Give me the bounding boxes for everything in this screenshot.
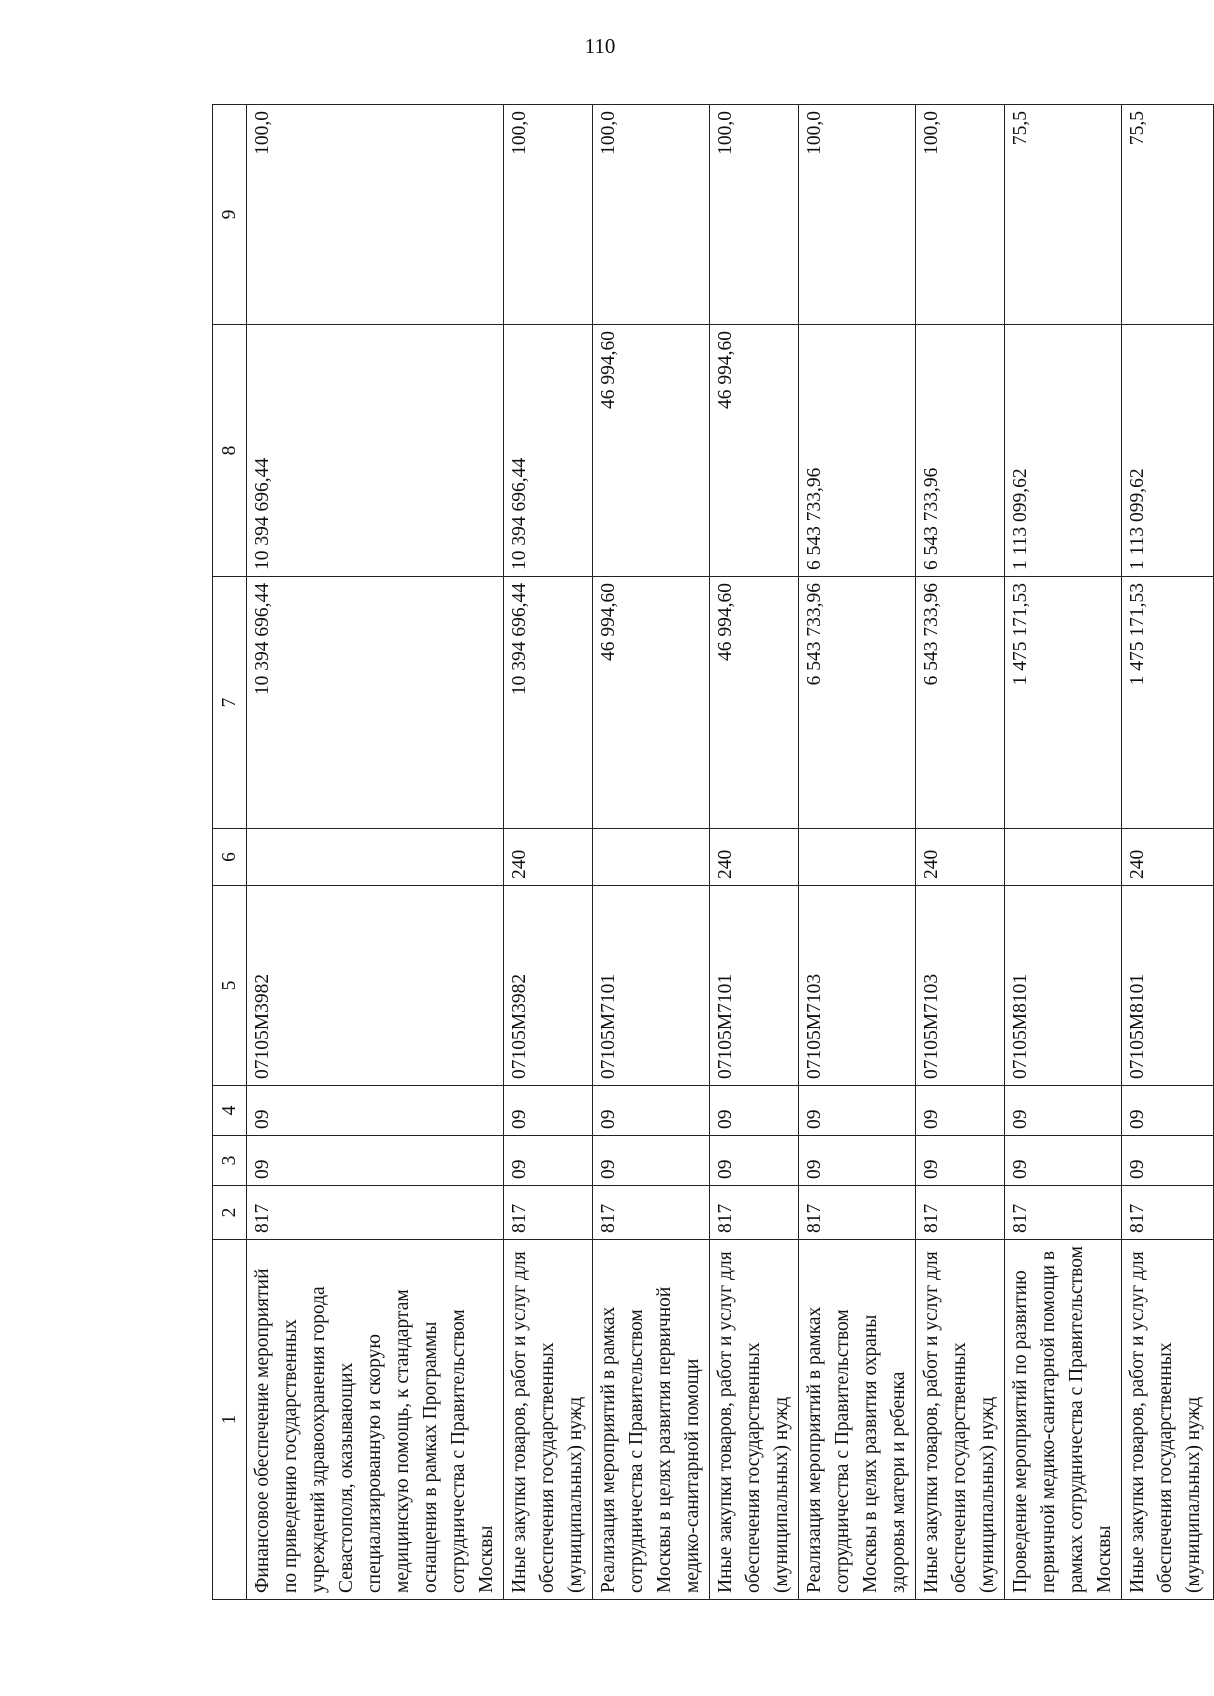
- header-cell-4: 4: [213, 1086, 247, 1136]
- cell-col6: [247, 829, 504, 886]
- header-cell-6: 6: [213, 829, 247, 886]
- cell-col3: 09: [710, 1136, 799, 1186]
- cell-col5: 07105М3982: [247, 886, 504, 1086]
- cell-col9: 75,5: [1122, 105, 1214, 325]
- cell-col7: 1 475 171,53: [1122, 577, 1214, 829]
- cell-col4: 09: [247, 1086, 504, 1136]
- cell-col7: 10 394 696,44: [247, 577, 504, 829]
- cell-col8: 1 113 099,62: [1122, 325, 1214, 577]
- cell-col9: 100,0: [710, 105, 799, 325]
- header-row: [213, 105, 247, 1600]
- cell-col9: 100,0: [916, 105, 1005, 325]
- cell-col6: 240: [1122, 829, 1214, 886]
- cell-col3: 09: [247, 1136, 504, 1186]
- row-name: Финансовое обеспечение мероприятий по приведению государственных учреждений здравоохранения города Севастополя, оказывающих специализированную и скорую медицинскую помощь, к стандартам оснащения в рамках Программы сотрудничества с Правительством Москвы: [247, 1240, 504, 1600]
- row-name: Иные закупки товаров, работ и услуг для обеспечения государственных (муниципальных) нужд: [504, 1240, 593, 1600]
- header-cell-9: 9: [213, 105, 247, 325]
- cell-col9: 100,0: [593, 105, 710, 325]
- cell-col3: 09: [593, 1136, 710, 1186]
- cell-col6: [593, 829, 710, 886]
- cell-col6: 240: [504, 829, 593, 886]
- cell-col5: 07105М7101: [593, 886, 710, 1086]
- cell-col2: 817: [247, 1186, 504, 1240]
- cell-col8: 46 994,60: [593, 325, 710, 577]
- cell-col8: 6 543 733,96: [916, 325, 1005, 577]
- cell-col4: 09: [1122, 1086, 1214, 1136]
- cell-col3: 09: [504, 1136, 593, 1186]
- cell-col8: 10 394 696,44: [247, 325, 504, 577]
- rotated-table-container: [212, 105, 1204, 1600]
- header-cell-1: 1: [213, 1240, 247, 1600]
- cell-col5: 07105М7103: [799, 886, 916, 1086]
- cell-col7: 46 994,60: [593, 577, 710, 829]
- cell-col4: 09: [916, 1086, 1005, 1136]
- cell-col4: 09: [799, 1086, 916, 1136]
- row-name: Иные закупки товаров, работ и услуг для обеспечения государственных (муниципальных) нужд: [916, 1240, 1005, 1600]
- cell-col2: 817: [504, 1186, 593, 1240]
- cell-col8: 6 543 733,96: [799, 325, 916, 577]
- cell-col3: 09: [916, 1136, 1005, 1186]
- cell-col7: 6 543 733,96: [916, 577, 1005, 829]
- cell-col7: 10 394 696,44: [504, 577, 593, 829]
- cell-col2: 817: [1122, 1186, 1214, 1240]
- cell-col6: 240: [916, 829, 1005, 886]
- cell-col5: 07105М3982: [504, 886, 593, 1086]
- cell-col4: 09: [710, 1086, 799, 1136]
- cell-col8: 1 113 099,62: [1005, 325, 1122, 577]
- cell-col6: [799, 829, 916, 886]
- page-number: 110: [584, 34, 616, 58]
- cell-col7: 46 994,60: [710, 577, 799, 829]
- cell-col9: 100,0: [247, 105, 504, 325]
- cell-col5: 07105М7103: [916, 886, 1005, 1086]
- cell-col3: 09: [1005, 1136, 1122, 1186]
- cell-col9: 100,0: [504, 105, 593, 325]
- table-row: [247, 105, 504, 1600]
- cell-col2: 817: [799, 1186, 916, 1240]
- cell-col9: 75,5: [1005, 105, 1122, 325]
- cell-col8: 10 394 696,44: [504, 325, 593, 577]
- header-cell-7: 7: [213, 577, 247, 829]
- table-row: [1005, 105, 1122, 1600]
- row-name: Проведение мероприятий по развитию первичной медико-санитарной помощи в рамках сотрудничества с Правительством Москвы: [1005, 1240, 1122, 1600]
- table-row: [710, 105, 799, 1600]
- cell-col5: 07105М8101: [1122, 886, 1214, 1086]
- row-name: Иные закупки товаров, работ и услуг для обеспечения государственных (муниципальных) нужд: [710, 1240, 799, 1600]
- row-name: Иные закупки товаров, работ и услуг для обеспечения государственных (муниципальных) нужд: [1122, 1240, 1214, 1600]
- table-row: [593, 105, 710, 1600]
- table-row: [504, 105, 593, 1600]
- cell-col2: 817: [593, 1186, 710, 1240]
- table-row: [916, 105, 1005, 1600]
- cell-col4: 09: [504, 1086, 593, 1136]
- table-row: [799, 105, 916, 1600]
- cell-col4: 09: [1005, 1086, 1122, 1136]
- cell-col8: 46 994,60: [710, 325, 799, 577]
- cell-col9: 100,0: [799, 105, 916, 325]
- table-row: [1122, 105, 1214, 1600]
- cell-col6: [1005, 829, 1122, 886]
- cell-col4: 09: [593, 1086, 710, 1136]
- cell-col5: 07105М8101: [1005, 886, 1122, 1086]
- header-cell-5: 5: [213, 886, 247, 1086]
- budget-table: [212, 104, 1214, 1600]
- header-cell-8: 8: [213, 325, 247, 577]
- cell-col7: 1 475 171,53: [1005, 577, 1122, 829]
- cell-col2: 817: [916, 1186, 1005, 1240]
- cell-col2: 817: [710, 1186, 799, 1240]
- row-name: Реализация мероприятий в рамках сотрудничества с Правительством Москвы в целях развития охраны здоровья матери и ребенка: [799, 1240, 916, 1600]
- cell-col2: 817: [1005, 1186, 1122, 1240]
- cell-col7: 6 543 733,96: [799, 577, 916, 829]
- header-cell-3: 3: [213, 1136, 247, 1186]
- header-cell-2: 2: [213, 1186, 247, 1240]
- cell-col5: 07105М7101: [710, 886, 799, 1086]
- cell-col3: 09: [1122, 1136, 1214, 1186]
- row-name: Реализация мероприятий в рамках сотрудничества с Правительством Москвы в целях развития первичной медико-санитарной помощи: [593, 1240, 710, 1600]
- cell-col6: 240: [710, 829, 799, 886]
- cell-col3: 09: [799, 1136, 916, 1186]
